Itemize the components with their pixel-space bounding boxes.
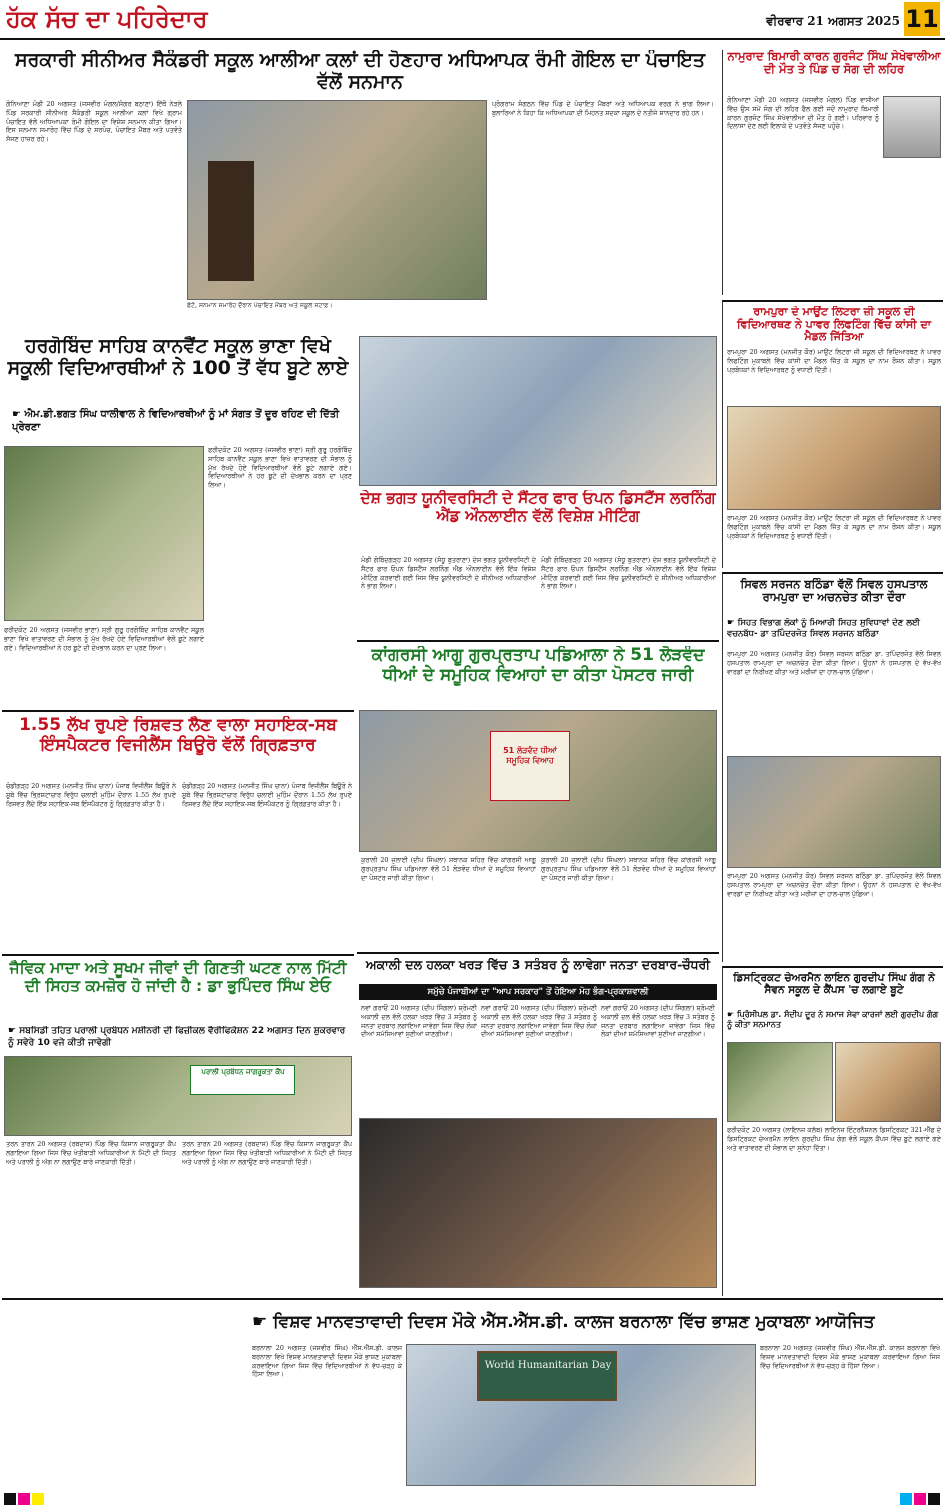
story-soil-health: [2, 954, 354, 1294]
camp-photo: [4, 1056, 352, 1136]
story-akali-dal-darbar: [357, 952, 719, 1290]
article-body-right: ਕੁਰਾਲੀ 20 ਜੁਲਾਈ (ਦੀਪ ਸਿੰਘਲਾ) ਸਥਾਨਕ ਸ਼ਹਿਰ ਵਿੱਚ ਕਾਂਗਰਸੀ ਆਗੂ ਗੁਰਪ੍ਰਤਾਪ ਸਿੰਘ ਪਡਿਆਲਾ ਵੱਲੋਂ 51 ਲੋੜਵੰਦ ਧੀਆਂ ਦੇ ਸਮੂਹਿਕ ਵਿਆਹਾਂ ਦਾ ਪੋਸਟਰ ਜਾਰੀ ਕੀਤਾ ਗਿਆ।: [541, 856, 716, 882]
article-body-right: ਬਰਨਾਲਾ 20 ਅਗਸਤ (ਜਸਵੀਰ ਸਿੰਘ) ਐੱਸ.ਐੱਸ.ਡੀ. ਕਾਲਜ ਬਰਨਾਲਾ ਵਿਖੇ ਵਿਸ਼ਵ ਮਾਨਵਤਾਵਾਦੀ ਦਿਵਸ ਮੌਕੇ ਭਾਸ਼ਣ ਮੁਕਾਬਲਾ ਕਰਵਾਇਆ ਗਿਆ ਜਿਸ ਵਿੱਚ ਵਿਦਿਆਰਥੀਆਂ ਨੇ ਵੱਧ-ਚੜ੍ਹ ਕੇ ਹਿੱਸਾ ਲਿਆ।: [760, 1344, 940, 1370]
headline: ਡਿਸਟ੍ਰਿਕਟ ਚੇਅਰਮੈਨ ਲਾਇਨ ਗੁਰਦੀਪ ਸਿੰਘ ਗੰਗ ਨੇ ਸੈਵਨ ਸਕੂਲ ਦੇ ਕੈਂਪਸ 'ਚ ਲਗਾਏ ਬੂਟੇ: [733, 972, 935, 997]
hand-pointer-icon: ☛: [252, 1312, 274, 1332]
headline: ਸਰਕਾਰੀ ਸੀਨੀਅਰ ਸੈਕੰਡਰੀ ਸਕੂਲ ਆਲੀਆ ਕਲਾਂ ਦੀ ਹੋਣਹਾਰ ਅਧਿਆਪਕ ਰੰਮੀ ਗੋਇਲ ਦਾ ਪੰਚਾਇਤ ਵੱਲੋਂ ਸਨਮਾਨ: [14, 50, 706, 93]
news-photo: [4, 446, 204, 621]
headline: 1.55 ਲੱਖ ਰੁਪਏ ਰਿਸ਼ਵਤ ਲੈਣ ਵਾਲਾ ਸਹਾਇਕ-ਸਬ ਇੰਸਪੈਕਟਰ ਵਿਜੀਲੈਂਸ ਬਿਊਰੋ ਵੱਲੋਂ ਗ੍ਰਿਫ਼ਤਾਰ: [19, 716, 337, 755]
color-register-marks: [0, 1490, 945, 1507]
article-body-right: ਚੰਡੀਗੜ੍ਹ 20 ਅਗਸਤ (ਮਨਜੀਤ ਸਿੰਘ ਚਾਨਾ) ਪੰਜਾਬ ਵਿਜੀਲੈਂਸ ਬਿਊਰੋ ਨੇ ਸੂਬੇ ਵਿੱਚ ਭ੍ਰਿਸ਼ਟਾਚਾਰ ਵਿਰੁੱਧ ਚਲਾਈ ਮੁਹਿੰਮ ਦੌਰਾਨ 1.55 ਲੱਖ ਰੁਪਏ ਰਿਸ਼ਵਤ ਲੈਂਦੇ ਇੱਕ ਸਹਾਇਕ-ਸਬ ਇੰਸਪੈਕਟਰ ਨੂੰ ਗ੍ਰਿਫ਼ਤਾਰ ਕੀਤਾ ਹੈ।: [182, 782, 352, 808]
subheadline-text: ਸਬਸਿਡੀ ਤਹਿਤ ਪਰਾਲੀ ਪ੍ਰਬੰਧਨ ਮਸ਼ੀਨਰੀ ਦੀ ਫਿਜ਼ੀਕਲ ਵੈਰੀਫਿਕੇਸ਼ਨ 22 ਅਗਸਤ ਦਿਨ ਸ਼ੁਕਰਵਾਰ ਨੂੰ ਸਵੇਰੇ 10 ਵਜੇ ਕੀਤੀ ਜਾਵੇਗੀ: [8, 1026, 346, 1048]
news-photo: [187, 100, 487, 300]
story-tree-plantation: [2, 336, 354, 706]
photo-caption: ਫੋਟੋ, ਸਨਮਾਨ ਸਮਾਰੋਹ ਦੌਰਾਨ ਪੰਚਾਇਤ ਮੈਂਬਰ ਅਤੇ ਸਕੂਲ ਸਟਾਫ਼।: [187, 302, 333, 309]
headline-text: ਵਿਸ਼ਵ ਮਾਨਵਤਾਵਾਦੀ ਦਿਵਸ ਮੌਕੇ ਐੱਸ.ਐੱਸ.ਡੀ. ਕਾਲਜ ਬਰਨਾਲਾ ਵਿੱਚ ਭਾਸ਼ਣ ਮੁਕਾਬਲਾ ਆਯੋਜਿਤ: [273, 1312, 875, 1332]
headline: ਰਾਮਪੁਰਾ ਦੇ ਮਾਉਂਟ ਲਿਟਰਾ ਜ਼ੀ ਸਕੂਲ ਦੀ ਵਿਦਿਆਰਥਣ ਨੇ ਪਾਵਰ ਲਿਫਟਿੰਗ ਵਿੱਚ ਕਾਂਸੀ ਦਾ ਮੈਡਲ ਜਿੱਤਿਆ: [737, 306, 931, 344]
story-lions-club-plantation: [722, 966, 943, 1296]
hand-pointer-icon: ☛: [12, 409, 25, 420]
classroom-photo: [406, 1344, 756, 1486]
headline: ਦੇਸ਼ ਭਗਤ ਯੂਨੀਵਰਸਿਟੀ ਦੇ ਸੈਂਟਰ ਫਾਰ ਓਪਨ ਡਿਸਟੈਂਸ ਲਰਨਿੰਗ ਐਂਡ ਔਨਲਾਈਨ ਵੱਲੋਂ ਵਿਸ਼ੇਸ਼ ਮੀਟਿੰਗ: [360, 490, 716, 525]
subheadline-text: ਸਮੁੱਚੇ ਪੰਜਾਬੀਆਂ ਦਾ "ਆਪ ਸਰਕਾਰ" ਤੋਂ ਹੋਇਆ ਮੋਹ ਭੰਗ-ਪ੍ਰਕਾਸ਼ਵਾਲੀ: [427, 987, 649, 997]
chalkboard-text: World Humanitarian Day: [484, 1360, 612, 1371]
news-photo-left: [727, 1042, 833, 1122]
article-body: ਫਰੀਦਕੋਟ 20 ਅਗਸਤ (ਲਾਇਨਜ਼ ਕਲੱਬ) ਲਾਇਨਜ਼ ਇੰਟਰਨੈਸ਼ਨਲ ਡਿਸਟ੍ਰਿਕਟ 321-ਐੱਫ ਦੇ ਡਿਸਟ੍ਰਿਕਟ ਚੇਅਰਮੈਨ ਲਾਇਨ ਗੁਰਦੀਪ ਸਿੰਘ ਗੰਗ ਵੱਲੋਂ ਸਕੂਲ ਕੈਂਪਸ ਵਿੱਚ ਬੂਟੇ ਲਗਾਏ ਗਏ ਅਤੇ ਵਾਤਾਵਰਣ ਦੀ ਸੰਭਾਲ ਦਾ ਸੁਨੇਹਾ ਦਿੱਤਾ।: [727, 1126, 941, 1152]
hand-pointer-icon: ☛: [727, 618, 738, 628]
news-photo: [727, 406, 941, 510]
article-body-right: ਤਰਨ ਤਾਰਨ 20 ਅਗਸਤ (ਰਬਦਾਸ) ਪਿੰਡ ਵਿੱਚ ਕਿਸਾਨ ਜਾਗਰੂਕਤਾ ਕੈਂਪ ਲਗਾਇਆ ਗਿਆ ਜਿਸ ਵਿੱਚ ਖੇਤੀਬਾੜੀ ਅਧਿਕਾਰੀਆਂ ਨੇ ਮਿੱਟੀ ਦੀ ਸਿਹਤ ਅਤੇ ਪਰਾਲੀ ਨੂੰ ਅੱਗ ਨਾ ਲਗਾਉਣ ਬਾਰੇ ਜਾਣਕਾਰੀ ਦਿੱਤੀ।: [182, 1140, 352, 1166]
headline: ਸਿਵਲ ਸਰਜਨ ਬਠਿੰਡਾ ਵੱਲੋਂ ਸਿਵਲ ਹਸਪਤਾਲ ਰਾਮਪੁਰਾ ਦਾ ਅਚਨਚੇਤ ਕੀਤਾ ਦੌਰਾ: [740, 578, 928, 605]
headline: ਜੈਵਿਕ ਮਾਦਾ ਅਤੇ ਸੂਖਮ ਜੀਵਾਂ ਦੀ ਗਿਣਤੀ ਘਟਣ ਨਾਲ ਮਿੱਟੀ ਦੀ ਸਿਹਤ ਕਮਜ਼ੋਰ ਹੋ ਜਾਂਦੀ ਹੈ : ਡਾ ਭੁਪਿੰਦਰ ਸਿੰਘ ਏਓ: [9, 960, 347, 995]
masthead-title: ਹੱਕ ਸੱਚ ਦਾ ਪਹਿਰੇਦਾਰ: [6, 5, 208, 33]
article-body-right: ਨਵਾਂ ਗਰਾਓਂ 20 ਅਗਸਤ (ਦੀਪ ਸਿੰਗਲਾ) ਸ਼੍ਰੋਮਣੀ ਅਕਾਲੀ ਦਲ ਵੱਲੋਂ ਹਲਕਾ ਖਰੜ ਵਿੱਚ 3 ਸਤੰਬਰ ਨੂੰ ਜਨਤਾ ਦਰਬਾਰ ਲਗਾਇਆ ਜਾਵੇਗਾ ਜਿਸ ਵਿੱਚ ਲੋਕਾਂ ਦੀਆਂ ਸਮੱਸਿਆਵਾਂ ਸੁਣੀਆਂ ਜਾਣਗੀਆਂ।: [601, 1004, 715, 1039]
page-number: 11: [904, 2, 940, 36]
masthead: [0, 0, 945, 40]
register-mark: [928, 1493, 940, 1505]
article-body: ਚੰਡੀਗੜ੍ਹ 20 ਅਗਸਤ (ਮਨਜੀਤ ਸਿੰਘ ਚਾਨਾ) ਪੰਜਾਬ ਵਿਜੀਲੈਂਸ ਬਿਊਰੋ ਨੇ ਸੂਬੇ ਵਿੱਚ ਭ੍ਰਿਸ਼ਟਾਚਾਰ ਵਿਰੁੱਧ ਚਲਾਈ ਮੁਹਿੰਮ ਦੌਰਾਨ 1.55 ਲੱਖ ਰੁਪਏ ਰਿਸ਼ਵਤ ਲੈਂਦੇ ਇੱਕ ਸਹਾਇਕ-ਸਬ ਇੰਸਪੈਕਟਰ ਨੂੰ ਗ੍ਰਿਫ਼ਤਾਰ ਕੀਤਾ ਹੈ।: [6, 782, 176, 808]
story-mass-wedding-poster: [357, 640, 719, 948]
hospital-photo: [727, 756, 941, 868]
article-body-right: ਮੰਡੀ ਗੋਬਿੰਦਗੜ੍ਹ 20 ਅਗਸਤ (ਸੰਧੂ ਬੁਤਰਾਣਾ) ਦੇਸ਼ ਭਗਤ ਯੂਨੀਵਰਸਿਟੀ ਦੇ ਸੈਂਟਰ ਫਾਰ ਓਪਨ ਡਿਸਟੈਂਸ ਲਰਨਿੰਗ ਐਂਡ ਔਨਲਾਈਨ ਵੱਲੋਂ ਇੱਕ ਵਿਸ਼ੇਸ਼ ਮੀਟਿੰਗ ਕਰਵਾਈ ਗਈ ਜਿਸ ਵਿੱਚ ਯੂਨੀਵਰਸਿਟੀ ਦੇ ਸੀਨੀਅਰ ਅਧਿਕਾਰੀਆਂ ਨੇ ਭਾਗ ਲਿਆ।: [541, 556, 716, 591]
article-body-cont: ਰਾਮਪੁਰਾ 20 ਅਗਸਤ (ਮਨਜੀਤ ਕੌਰ) ਸਿਵਲ ਸਰਜਨ ਬਠਿੰਡਾ ਡਾ. ਤਪਿੰਦਰਜੋਤ ਵੱਲੋਂ ਸਿਵਲ ਹਸਪਤਾਲ ਰਾਮਪੁਰਾ ਦਾ ਅਚਨਚੇਤ ਦੌਰਾ ਕੀਤਾ ਗਿਆ। ਉਹਨਾਂ ਨੇ ਹਸਪਤਾਲ ਦੇ ਵੱਖ-ਵੱਖ ਵਾਰਡਾਂ ਦਾ ਨਿਰੀਖਣ ਕੀਤਾ ਅਤੇ ਮਰੀਜ਼ਾਂ ਦਾ ਹਾਲ-ਚਾਲ ਪੁੱਛਿਆ।: [727, 872, 941, 898]
article-body: ਬਰਨਾਲਾ 20 ਅਗਸਤ (ਜਸਵੀਰ ਸਿੰਘ) ਐੱਸ.ਐੱਸ.ਡੀ. ਕਾਲਜ ਬਰਨਾਲਾ ਵਿਖੇ ਵਿਸ਼ਵ ਮਾਨਵਤਾਵਾਦੀ ਦਿਵਸ ਮੌਕੇ ਭਾਸ਼ਣ ਮੁਕਾਬਲਾ ਕਰਵਾਇਆ ਗਿਆ ਜਿਸ ਵਿੱਚ ਵਿਦਿਆਰਥੀਆਂ ਨੇ ਵੱਧ-ਚੜ੍ਹ ਕੇ ਹਿੱਸਾ ਲਿਆ।: [252, 1344, 402, 1379]
story-powerlifting-medal: [722, 300, 943, 568]
headline: ਅਕਾਲੀ ਦਲ ਹਲਕਾ ਖਰੜ ਵਿੱਚ 3 ਸਤੰਬਰ ਨੂੰ ਲਾਵੇਗਾ ਜਨਤਾ ਦਰਬਾਰ-ਚੌਧਰੀ: [365, 958, 711, 972]
register-mark: [900, 1493, 912, 1505]
chalkboard: [477, 1351, 617, 1401]
hand-pointer-icon: ☛: [727, 1010, 737, 1019]
article-body-right: ਪ੍ਰੋਗਰਾਮ ਸੰਗਠਨ ਵਿੱਚ ਪਿੰਡ ਦੇ ਪੰਚਾਇਤ ਮੈਂਬਰਾਂ ਅਤੇ ਅਧਿਆਪਕ ਵਰਗ ਨੇ ਭਾਗ ਲਿਆ। ਬੁਲਾਰਿਆਂ ਨੇ ਕਿਹਾ ਕਿ ਅਧਿਆਪਕਾ ਦੀ ਮਿਹਨਤ ਸਦਕਾ ਸਕੂਲ ਦੇ ਨਤੀਜੇ ਸ਼ਾਨਦਾਰ ਰਹੇ ਹਨ।: [492, 100, 714, 117]
article-body: ਰਾਮਪੁਰਾ 20 ਅਗਸਤ (ਮਨਜੀਤ ਕੌਰ) ਮਾਉਂਟ ਲਿਟਰਾ ਜ਼ੀ ਸਕੂਲ ਦੀ ਵਿਦਿਆਰਥਣ ਨੇ ਪਾਵਰ ਲਿਫਟਿੰਗ ਮੁਕਾਬਲੇ ਵਿੱਚ ਕਾਂਸੀ ਦਾ ਮੈਡਲ ਜਿੱਤ ਕੇ ਸਕੂਲ ਦਾ ਨਾਮ ਰੌਸ਼ਨ ਕੀਤਾ। ਸਕੂਲ ਪ੍ਰਬੰਧਕਾਂ ਨੇ ਵਿਦਿਆਰਥਣ ਨੂੰ ਵਧਾਈ ਦਿੱਤੀ।: [727, 348, 941, 374]
subheadline-text: ਐਮ.ਡੀ.ਭਗਤ ਸਿੰਘ ਧਾਲੀਵਾਲ ਨੇ ਵਿਦਿਆਰਥੀਆਂ ਨੂੰ ਮਾਂ ਸੰਗਤ ਤੋਂ ਦੂਰ ਰਹਿਣ ਦੀ ਦਿੱਤੀ ਪ੍ਰੇਰਣਾ: [12, 409, 340, 433]
story-obituary: [722, 50, 943, 295]
story-humanitarian-day: [2, 1298, 943, 1488]
subheadline: [727, 618, 941, 648]
masthead-date: ਵੀਰਵਾਰ 21 ਅਗਸਤ 2025: [766, 14, 900, 28]
subheadline: [12, 408, 348, 442]
headline: ਹਰਗੋਬਿੰਦ ਸਾਹਿਬ ਕਾਨਵੈਂਟ ਸਕੂਲ ਭਾਣਾ ਵਿਖੇ ਸਕੂਲੀ ਵਿਦਿਆਰਥੀਆਂ ਨੇ 100 ਤੋਂ ਵੱਧ ਬੂਟੇ ਲਾਏ: [7, 336, 349, 379]
article-body: ਫਰੀਦਕੋਟ 20 ਅਗਸਤ (ਜਸਵੀਰ ਭਾਣਾ) ਸ੍ਰੀ ਗੁਰੂ ਹਰਗੋਬਿੰਦ ਸਾਹਿਬ ਕਾਨਵੈਂਟ ਸਕੂਲ ਭਾਣਾ ਵਿਖੇ ਵਾਤਾਵਰਣ ਦੀ ਸੰਭਾਲ ਨੂੰ ਮੁੱਖ ਰੱਖਦੇ ਹੋਏ ਵਿਦਿਆਰਥੀਆਂ ਵੱਲੋਂ ਬੂਟੇ ਲਗਾਏ ਗਏ। ਵਿਦਿਆਰਥੀਆਂ ਨੇ ਹਰ ਬੂਟੇ ਦੀ ਦੇਖਭਾਲ ਕਰਨ ਦਾ ਪ੍ਰਣ ਲਿਆ।: [4, 626, 204, 652]
register-mark: [914, 1493, 926, 1505]
headline: ਕਾਂਗਰਸੀ ਆਗੂ ਗੁਰਪ੍ਰਤਾਪ ਪਡਿਆਲਾ ਨੇ 51 ਲੋੜਵੰਦ ਧੀਆਂ ਦੇ ਸਮੂਹਿਕ ਵਿਆਹਾਂ ਦਾ ਕੀਤਾ ਪੋਸਟਰ ਜਾਰੀ: [371, 646, 705, 685]
headline: [252, 1304, 942, 1340]
story-vigilance-arrest: [2, 710, 354, 950]
hand-pointer-icon: ☛: [8, 1026, 20, 1036]
story-panchayat-honour: [2, 50, 719, 330]
register-mark: [32, 1493, 44, 1505]
camp-banner: [190, 1065, 295, 1095]
article-body: ਰਾਮਪੁਰਾ 20 ਅਗਸਤ (ਮਨਜੀਤ ਕੌਰ) ਸਿਵਲ ਸਰਜਨ ਬਠਿੰਡਾ ਡਾ. ਤਪਿੰਦਰਜੋਤ ਵੱਲੋਂ ਸਿਵਲ ਹਸਪਤਾਲ ਰਾਮਪੁਰਾ ਦਾ ਅਚਨਚੇਤ ਦੌਰਾ ਕੀਤਾ ਗਿਆ। ਉਹਨਾਂ ਨੇ ਹਸਪਤਾਲ ਦੇ ਵੱਖ-ਵੱਖ ਵਾਰਡਾਂ ਦਾ ਨਿਰੀਖਣ ਕੀਤਾ ਅਤੇ ਮਰੀਜ਼ਾਂ ਦਾ ਹਾਲ-ਚਾਲ ਪੁੱਛਿਆ।: [727, 650, 941, 676]
event-poster: [490, 731, 570, 801]
story-university-meeting: [357, 336, 719, 636]
subheadline-text: ਪ੍ਰਿੰਸੀਪਲ ਡਾ. ਸੰਦੀਪ ਦੂਰ ਨੇ ਸਮਾਜ ਸੇਵਾ ਕਾਰਜਾਂ ਲਈ ਗੁਰਦੀਪ ਗੰਗ ਨੂੰ ਕੀਤਾ ਸਨਮਾਨਤ: [727, 1010, 939, 1030]
register-mark: [4, 1493, 16, 1505]
masthead-rule: [0, 38, 945, 40]
article-body: ਗੋਨਿਆਣਾ ਮੰਡੀ 20 ਅਗਸਤ (ਜਸਵੀਰ ਮੰਗਲ/ਸੰਗਰ ਬਠਾਣਾ) ਇੱਥੋਂ ਨੇੜਲੇ ਪਿੰਡ ਸਰਕਾਰੀ ਸੀਨੀਅਰ ਸੈਕੰਡਰੀ ਸਕੂਲ ਆਲੀਆ ਕਲਾਂ ਵਿਖੇ ਗ੍ਰਾਮ ਪੰਚਾਇਤ ਵੱਲੋਂ ਅਧਿਆਪਕਾ ਰੰਮੀ ਗੋਇਲ ਦਾ ਵਿਸ਼ੇਸ਼ ਸਨਮਾਨ ਕੀਤਾ ਗਿਆ। ਇਸ ਸਨਮਾਨ ਸਮਾਰੋਹ ਵਿੱਚ ਪਿੰਡ ਦੇ ਸਰਪੰਚ, ਪੰਚਾਇਤ ਮੈਂਬਰ ਅਤੇ ਪਤਵੰਤੇ ਸੱਜਣ ਹਾਜ਼ਰ ਰਹੇ।: [6, 100, 182, 144]
article-body: ਮੰਡੀ ਗੋਬਿੰਦਗੜ੍ਹ 20 ਅਗਸਤ (ਸੰਧੂ ਬੁਤਰਾਣਾ) ਦੇਸ਼ ਭਗਤ ਯੂਨੀਵਰਸਿਟੀ ਦੇ ਸੈਂਟਰ ਫਾਰ ਓਪਨ ਡਿਸਟੈਂਸ ਲਰਨਿੰਗ ਐਂਡ ਔਨਲਾਈਨ ਵੱਲੋਂ ਇੱਕ ਵਿਸ਼ੇਸ਼ ਮੀਟਿੰਗ ਕਰਵਾਈ ਗਈ ਜਿਸ ਵਿੱਚ ਯੂਨੀਵਰਸਿਟੀ ਦੇ ਸੀਨੀਅਰ ਅਧਿਕਾਰੀਆਂ ਨੇ ਭਾਗ ਲਿਆ।: [361, 556, 536, 591]
press-conference-photo: [359, 1118, 717, 1288]
article-body: ਤਰਨ ਤਾਰਨ 20 ਅਗਸਤ (ਰਬਦਾਸ) ਪਿੰਡ ਵਿੱਚ ਕਿਸਾਨ ਜਾਗਰੂਕਤਾ ਕੈਂਪ ਲਗਾਇਆ ਗਿਆ ਜਿਸ ਵਿੱਚ ਖੇਤੀਬਾੜੀ ਅਧਿਕਾਰੀਆਂ ਨੇ ਮਿੱਟੀ ਦੀ ਸਿਹਤ ਅਤੇ ਪਰਾਲੀ ਨੂੰ ਅੱਗ ਨਾ ਲਗਾਉਣ ਬਾਰੇ ਜਾਣਕਾਰੀ ਦਿੱਤੀ।: [6, 1140, 176, 1166]
headline: ਨਾਮੁਰਾਦ ਬਿਮਾਰੀ ਕਾਰਨ ਗੁਰਜੰਟ ਸਿੰਘ ਸੇਖੇਵਾਲੀਆ ਦੀ ਮੌਤ ਤੇ ਪਿੰਡ ਚ ਸੋਗ ਦੀ ਲਹਿਰ: [727, 50, 941, 77]
poster-text: 51 ਲੋੜਵੰਦ ਧੀਆਂ ਸਮੂਹਿਕ ਵਿਆਹ: [503, 746, 557, 766]
poster-release-photo: [359, 710, 717, 852]
subheadline-bar: [359, 984, 717, 1000]
portrait-photo: [883, 96, 941, 158]
article-body: ਗੋਨਿਆਣਾ ਮੰਡੀ 20 ਅਗਸਤ (ਜਸਵੀਰ ਮੰਗਲ) ਪਿੰਡ ਵਾਸੀਆਂ ਵਿੱਚ ਉਸ ਸਮੇਂ ਸੋਗ ਦੀ ਲਹਿਰ ਫੈਲ ਗਈ ਜਦੋਂ ਨਾਮੁਰਾਦ ਬਿਮਾਰੀ ਕਾਰਨ ਗੁਰਜੰਟ ਸਿੰਘ ਸੇਖੇਵਾਲੀਆ ਦੀ ਮੌਤ ਹੋ ਗਈ। ਪਰਿਵਾਰ ਨੂੰ ਦਿਲਾਸਾ ਦੇਣ ਲਈ ਇਲਾਕੇ ਦੇ ਪਤਵੰਤੇ ਸੱਜਣ ਪਹੁੰਚੇ।: [727, 96, 879, 131]
article-body-mid: ਨਵਾਂ ਗਰਾਓਂ 20 ਅਗਸਤ (ਦੀਪ ਸਿੰਗਲਾ) ਸ਼੍ਰੋਮਣੀ ਅਕਾਲੀ ਦਲ ਵੱਲੋਂ ਹਲਕਾ ਖਰੜ ਵਿੱਚ 3 ਸਤੰਬਰ ਨੂੰ ਜਨਤਾ ਦਰਬਾਰ ਲਗਾਇਆ ਜਾਵੇਗਾ ਜਿਸ ਵਿੱਚ ਲੋਕਾਂ ਦੀਆਂ ਸਮੱਸਿਆਵਾਂ ਸੁਣੀਆਂ ਜਾਣਗੀਆਂ।: [481, 1004, 597, 1039]
subheadline: [8, 1026, 350, 1054]
subheadline: [727, 1010, 941, 1040]
podium: [208, 161, 254, 281]
article-body: ਕੁਰਾਲੀ 20 ਜੁਲਾਈ (ਦੀਪ ਸਿੰਘਲਾ) ਸਥਾਨਕ ਸ਼ਹਿਰ ਵਿੱਚ ਕਾਂਗਰਸੀ ਆਗੂ ਗੁਰਪ੍ਰਤਾਪ ਸਿੰਘ ਪਡਿਆਲਾ ਵੱਲੋਂ 51 ਲੋੜਵੰਦ ਧੀਆਂ ਦੇ ਸਮੂਹਿਕ ਵਿਆਹਾਂ ਦਾ ਪੋਸਟਰ ਜਾਰੀ ਕੀਤਾ ਗਿਆ।: [361, 856, 536, 882]
story-civil-hospital-visit: [722, 572, 943, 962]
article-body: ਨਵਾਂ ਗਰਾਓਂ 20 ਅਗਸਤ (ਦੀਪ ਸਿੰਗਲਾ) ਸ਼੍ਰੋਮਣੀ ਅਕਾਲੀ ਦਲ ਵੱਲੋਂ ਹਲਕਾ ਖਰੜ ਵਿੱਚ 3 ਸਤੰਬਰ ਨੂੰ ਜਨਤਾ ਦਰਬਾਰ ਲਗਾਇਆ ਜਾਵੇਗਾ ਜਿਸ ਵਿੱਚ ਲੋਕਾਂ ਦੀਆਂ ਸਮੱਸਿਆਵਾਂ ਸੁਣੀਆਂ ਜਾਣਗੀਆਂ।: [361, 1004, 477, 1039]
camp-banner-text: ਪਰਾਲੀ ਪ੍ਰਬੰਧਨ ਜਾਗਰੂਕਤਾ ਕੈਂਪ: [201, 1068, 285, 1076]
article-body-cont: ਰਾਮਪੁਰਾ 20 ਅਗਸਤ (ਮਨਜੀਤ ਕੌਰ) ਮਾਉਂਟ ਲਿਟਰਾ ਜ਼ੀ ਸਕੂਲ ਦੀ ਵਿਦਿਆਰਥਣ ਨੇ ਪਾਵਰ ਲਿਫਟਿੰਗ ਮੁਕਾਬਲੇ ਵਿੱਚ ਕਾਂਸੀ ਦਾ ਮੈਡਲ ਜਿੱਤ ਕੇ ਸਕੂਲ ਦਾ ਨਾਮ ਰੌਸ਼ਨ ਕੀਤਾ। ਸਕੂਲ ਪ੍ਰਬੰਧਕਾਂ ਨੇ ਵਿਦਿਆਰਥਣ ਨੂੰ ਵਧਾਈ ਦਿੱਤੀ।: [727, 514, 941, 540]
register-mark: [18, 1493, 30, 1505]
article-body-right: ਫਰੀਦਕੋਟ 20 ਅਗਸਤ (ਜਸਵੀਰ ਭਾਣਾ) ਸ੍ਰੀ ਗੁਰੂ ਹਰਗੋਬਿੰਦ ਸਾਹਿਬ ਕਾਨਵੈਂਟ ਸਕੂਲ ਭਾਣਾ ਵਿਖੇ ਵਾਤਾਵਰਣ ਦੀ ਸੰਭਾਲ ਨੂੰ ਮੁੱਖ ਰੱਖਦੇ ਹੋਏ ਵਿਦਿਆਰਥੀਆਂ ਵੱਲੋਂ ਬੂਟੇ ਲਗਾਏ ਗਏ। ਵਿਦਿਆਰਥੀਆਂ ਨੇ ਹਰ ਬੂਟੇ ਦੀ ਦੇਖਭਾਲ ਕਰਨ ਦਾ ਪ੍ਰਣ ਲਿਆ।: [208, 446, 352, 490]
meeting-photo: [359, 336, 717, 486]
subheadline-text: ਸਿਹਤ ਵਿਭਾਗ ਲੋਕਾਂ ਨੂੰ ਮਿਆਰੀ ਸਿਹਤ ਸੁਵਿਧਾਵਾਂ ਦੇਣ ਲਈ ਵਚਨਬੱਧ- ਡਾ ਤਪਿੰਦਰਜੋਤ ਸਿਵਲ ਸਰਜਨ ਬਠਿੰਡਾ: [727, 618, 920, 640]
news-photo-right: [835, 1042, 941, 1122]
